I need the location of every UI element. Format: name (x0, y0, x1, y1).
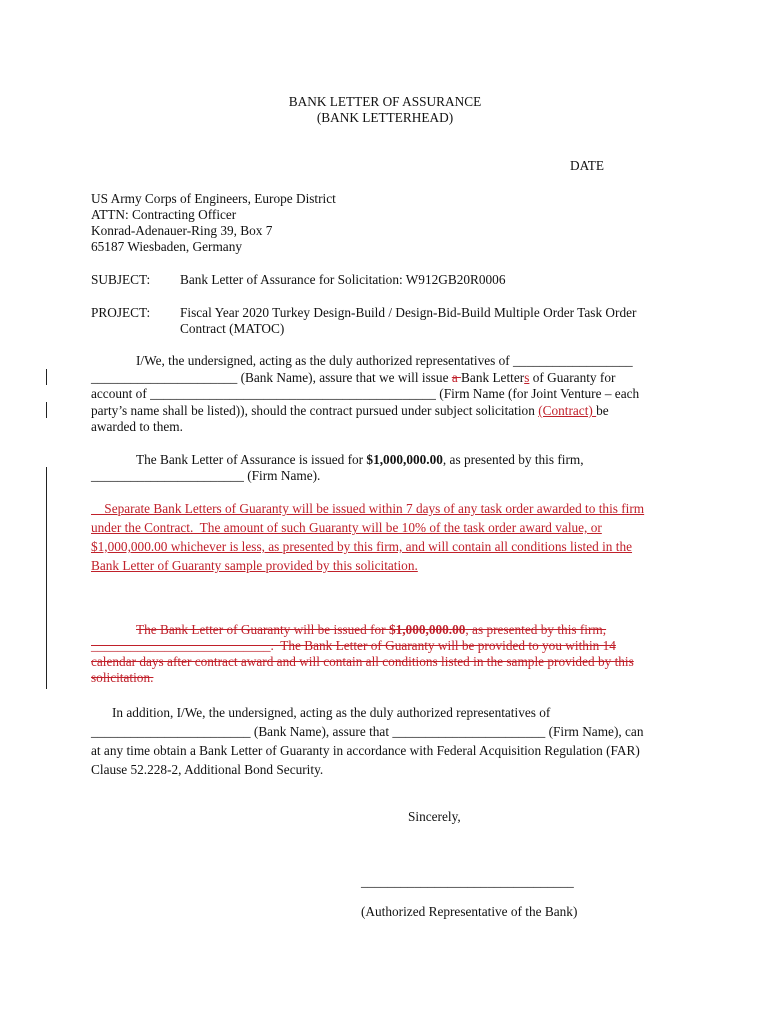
address-line: 65187 Wiesbaden, Germany (91, 239, 242, 254)
deleted-line: ___________________________. The Bank Letter of Guaranty will be provided to you within 14 (91, 638, 616, 653)
paragraph-line: Clause 52.228-2, Additional Bond Security. (91, 762, 324, 777)
deleted-line: calendar days after contract award and will contain all conditions listed in the sample provided by this (91, 654, 634, 669)
paragraph-line: ______________________ (Bank Name), assure that we will issue a Bank Letters of Guaranty for (91, 370, 616, 385)
deleted-line: solicitation. (91, 670, 154, 685)
subject-text: Bank Letter of Assurance for Solicitation: W912GB20R0006 (180, 272, 506, 287)
document-subtitle: (BANK LETTERHEAD) (316, 110, 454, 125)
paragraph-line: ________________________ (Bank Name), assure that _______________________ (Firm Name), can (91, 724, 644, 739)
paragraph-line: The Bank Letter of Assurance is issued for $1,000,000.00, as presented by this firm, (136, 452, 584, 467)
inserted-text: s (524, 370, 530, 385)
deleted-text: a (451, 370, 462, 385)
signature-label: (Authorized Representative of the Bank) (361, 904, 578, 919)
paragraph-line: _______________________ (Firm Name). (91, 468, 321, 483)
project-text: Contract (MATOC) (180, 321, 285, 336)
address-line: Konrad-Adenauer-Ring 39, Box 7 (91, 223, 273, 238)
project-text: Fiscal Year 2020 Turkey Design-Build / Design-Bid-Build Multiple Order Task Order (180, 305, 637, 320)
closing-salutation: Sincerely, (408, 809, 461, 824)
project-label: PROJECT: (91, 305, 151, 320)
change-bar (46, 402, 47, 418)
deleted-line: The Bank Letter of Guaranty will be issued for $1,000,000.00, as presented by this firm, (136, 622, 607, 637)
address-line: ATTN: Contracting Officer (91, 207, 237, 222)
paragraph-line: at any time obtain a Bank Letter of Guaranty in accordance with Federal Acquisition Regulation (FAR) (91, 743, 640, 758)
subject-label: SUBJECT: (91, 272, 151, 287)
paragraph-line: awarded to them. (91, 419, 183, 434)
inserted-line: under the Contract. The amount of such Guaranty will be 10% of the task order award value, or (91, 520, 602, 535)
date-placeholder: DATE (570, 158, 604, 173)
inserted-line: Separate Bank Letters of Guaranty will be issued within 7 days of any task order awarded to this firm (91, 501, 645, 516)
inserted-line: Bank Letter of Guaranty sample provided by this solicitation. (91, 558, 418, 573)
change-bar (46, 467, 47, 689)
change-bar (46, 369, 47, 385)
inserted-text: (Contract) (538, 403, 597, 418)
paragraph-line: I/We, the undersigned, acting as the duly authorized representatives of __________________ (136, 353, 633, 368)
paragraph-line: party’s name shall be listed)), should the contract pursued under subject solicitation (Contract) be (91, 403, 609, 418)
signature-line: ________________________________ (361, 874, 574, 889)
inserted-line: $1,000,000.00 whichever is less, as presented by this firm, and will contain all conditions listed in the (91, 539, 633, 554)
document-title: BANK LETTER OF ASSURANCE (288, 94, 482, 109)
address-line: US Army Corps of Engineers, Europe District (91, 191, 336, 206)
paragraph-line: account of ___________________________________________ (Firm Name (for Joint Venture – each (91, 386, 640, 401)
paragraph-line: In addition, I/We, the undersigned, acting as the duly authorized representatives of (112, 705, 551, 720)
